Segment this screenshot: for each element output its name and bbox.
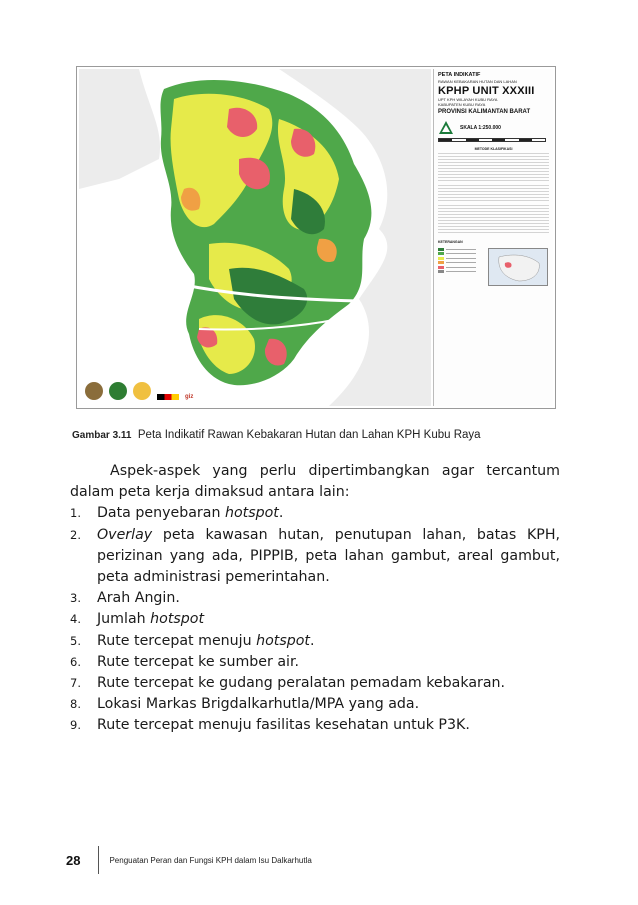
- list-item: [70, 588, 560, 609]
- list-item-emphasis: hotspot: [150, 611, 205, 628]
- list-item: [70, 652, 560, 673]
- list-item-emphasis: hotspot: [256, 632, 310, 649]
- legend-summary-table: [438, 185, 549, 203]
- legend-provinsi: PROVINSI KALIMANTAN BARAT: [438, 108, 531, 115]
- list-item-number: 5.: [70, 633, 81, 648]
- page-number: 28: [66, 852, 81, 868]
- list-item-text: [97, 588, 560, 609]
- list-item-text-part: .: [310, 632, 315, 649]
- caption-label: Gambar 3.11: [72, 430, 132, 441]
- list-item-number: 4.: [70, 612, 81, 627]
- legend-data-table: [438, 205, 549, 235]
- list-item-text-part: .: [278, 505, 284, 522]
- legend-method-heading: METODE KLASIFIKASI: [474, 146, 513, 151]
- list-item-text: [97, 503, 560, 524]
- list-item-text-part: Rute tercepat menuju: [97, 632, 257, 649]
- kph-logo-icon: [133, 382, 151, 400]
- page-footer: [66, 846, 312, 874]
- list-item-text-part: Lokasi Markas Brigdalkarhutla/MPA yang ada.: [97, 696, 420, 713]
- scale-bar: [438, 138, 546, 142]
- aspect-list: [70, 503, 560, 736]
- list-item-emphasis: hotspot: [224, 505, 279, 522]
- list-item: [70, 715, 560, 736]
- list-item: [70, 609, 560, 630]
- list-item: [70, 503, 560, 524]
- inset-map: [488, 248, 548, 286]
- map-legend-panel: [433, 69, 553, 406]
- list-item-number: 9.: [70, 718, 81, 733]
- footer-book-title: Penguatan Peran dan Fungsi KPH dalam Isu Dalkarhutla: [109, 855, 312, 865]
- map-drawing: [79, 69, 431, 406]
- giz-logo: giz: [185, 394, 194, 400]
- list-item-emphasis: Overlay: [97, 526, 153, 543]
- partner-logos: [85, 382, 193, 400]
- intro-text: Aspek-aspek yang perlu dipertimbangkan agar tercantum dalam peta kerja dimaksud antara lain:: [70, 463, 560, 501]
- legend-scale: SKALA 1:250.000: [460, 124, 501, 131]
- german-flag-icon: [157, 394, 179, 400]
- list-item-text-part: peta kawasan hutan, penutupan lahan, batas KPH, perizinan yang ada, PIPPIB, peta lahan gambut, areal gambut, peta administrasi pemerintahan.: [97, 526, 560, 586]
- legend-keterangan-heading: KETERANGAN: [438, 239, 463, 244]
- list-item-number: 2.: [70, 527, 81, 542]
- legend-subtitle: RAWAN KEBAKARAN HUTAN DAN LAHAN: [438, 79, 517, 84]
- list-item: [70, 673, 560, 694]
- caption-text: Peta Indikatif Rawan Kebakaran Hutan dan Lahan KPH Kubu Raya: [137, 429, 481, 441]
- list-item-number: 1.: [70, 506, 81, 521]
- list-item: [70, 694, 560, 715]
- list-item-text-part: Data penyebaran: [97, 505, 225, 522]
- legend-method-table: [438, 153, 549, 183]
- ministry-logo-icon: [85, 382, 103, 400]
- intro-paragraph: [70, 461, 560, 503]
- province-logo-icon: [109, 382, 127, 400]
- ministry-emblem-icon: [438, 120, 454, 136]
- list-item-text: [97, 652, 560, 673]
- map-image: [79, 69, 431, 406]
- legend-keys: [438, 248, 488, 286]
- legend-wilayah: UPT KPH WILAYAH KUBU RAYA: [438, 96, 498, 102]
- map-figure: [76, 66, 556, 409]
- list-item-text-part: Rute tercepat ke sumber air.: [97, 653, 300, 670]
- legend-unit: KPHP UNIT XXXIII: [438, 84, 535, 97]
- list-item-text: [97, 609, 560, 630]
- list-item-text-part: Rute tercepat ke gudang peralatan pemadam kebakaran.: [97, 675, 506, 692]
- body-text: [70, 461, 560, 737]
- list-item-number: 8.: [70, 697, 81, 712]
- list-item-text: [97, 673, 560, 694]
- list-item-number: 3.: [70, 591, 81, 606]
- legend-kabupaten: KABUPATEN KUBU RAYA: [438, 102, 486, 107]
- list-item: [70, 631, 560, 652]
- footer-divider: [98, 846, 99, 874]
- list-item-text: [97, 525, 560, 589]
- list-item-text-part: Arah Angin.: [97, 590, 180, 607]
- list-item-text: [97, 715, 560, 736]
- list-item-number: 6.: [70, 654, 81, 669]
- list-item-text-part: Jumlah: [97, 611, 151, 628]
- list-item: [70, 525, 560, 589]
- list-item-text: [97, 631, 560, 652]
- list-item-text-part: Rute tercepat menuju fasilitas kesehatan untuk P3K.: [97, 717, 470, 734]
- figure-caption: [72, 429, 481, 441]
- list-item-text: [97, 694, 560, 715]
- legend-title: PETA INDIKATIF: [438, 72, 481, 78]
- list-item-number: 7.: [70, 676, 81, 691]
